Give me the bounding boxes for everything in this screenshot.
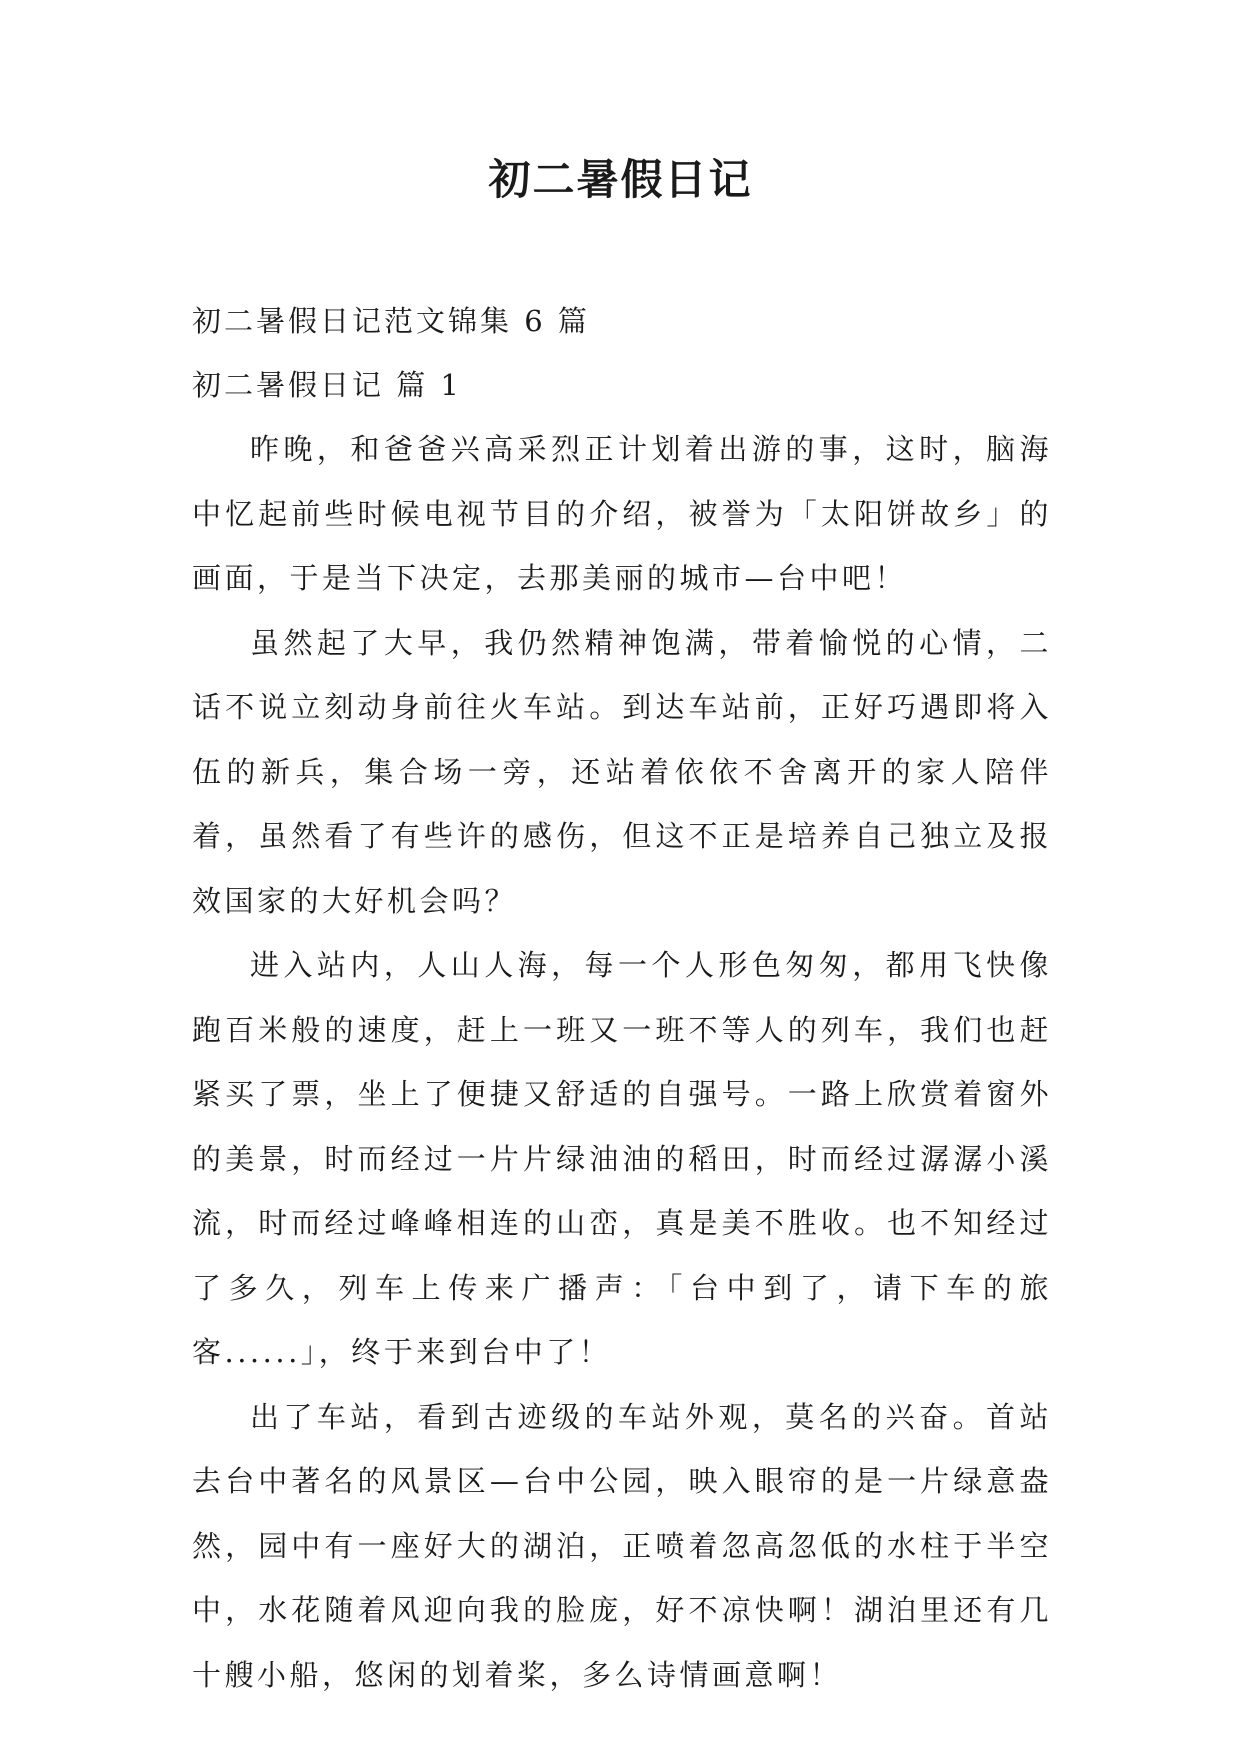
section-heading: 初二暑假日记 篇 1 <box>192 368 462 402</box>
document-body <box>192 289 1052 1707</box>
body-paragraph-4: 出了车站，看到古迹级的车站外观，莫名的兴奋。首站去台中著名的风景区—台中公园，映入眼帘的是一片绿意盎然，园中有一座好大的湖泊，正喷着忽高忽低的水柱于半空中，水花随着风迎向我的脸庞，好不凉快啊！湖泊里还有几十艘小船，悠闲的划着桨，多么诗情画意啊！ <box>192 1399 1052 1692</box>
document-subtitle: 初二暑假日记范文锦集 6 篇 <box>192 304 590 338</box>
body-paragraph-1: 昨晚，和爸爸兴高采烈正计划着出游的事，这时，脑海中忆起前些时候电视节目的介绍，被誉为「太阳饼故乡」的画面，于是当下决定，去那美丽的城市—台中吧！ <box>192 432 1052 595</box>
body-paragraph-2: 虽然起了大早，我仍然精神饱满，带着愉悦的心情，二话不说立刻动身前往火车站。到达车站前，正好巧遇即将入伍的新兵，集合场一旁，还站着依依不舍离开的家人陪伴着，虽然看了有些许的感伤，但这不正是培养自己独立及报效国家的大好机会吗？ <box>192 625 1052 918</box>
document-title: 初二暑假日记 <box>488 155 753 204</box>
body-paragraph-3: 进入站内，人山人海，每一个人形色匆匆，都用飞快像跑百米般的速度，赶上一班又一班不等人的列车，我们也赶紧买了票，坐上了便捷又舒适的自强号。一路上欣赏着窗外的美景，时而经过一片片绿油油的稻田，时而经过潺潺小溪流，时而经过峰峰相连的山峦，真是美不胜收。也不知经过了多久，列车上传来广播声：「台中到了，请下车的旅客......」，终于来到台中了！ <box>192 948 1052 1369</box>
